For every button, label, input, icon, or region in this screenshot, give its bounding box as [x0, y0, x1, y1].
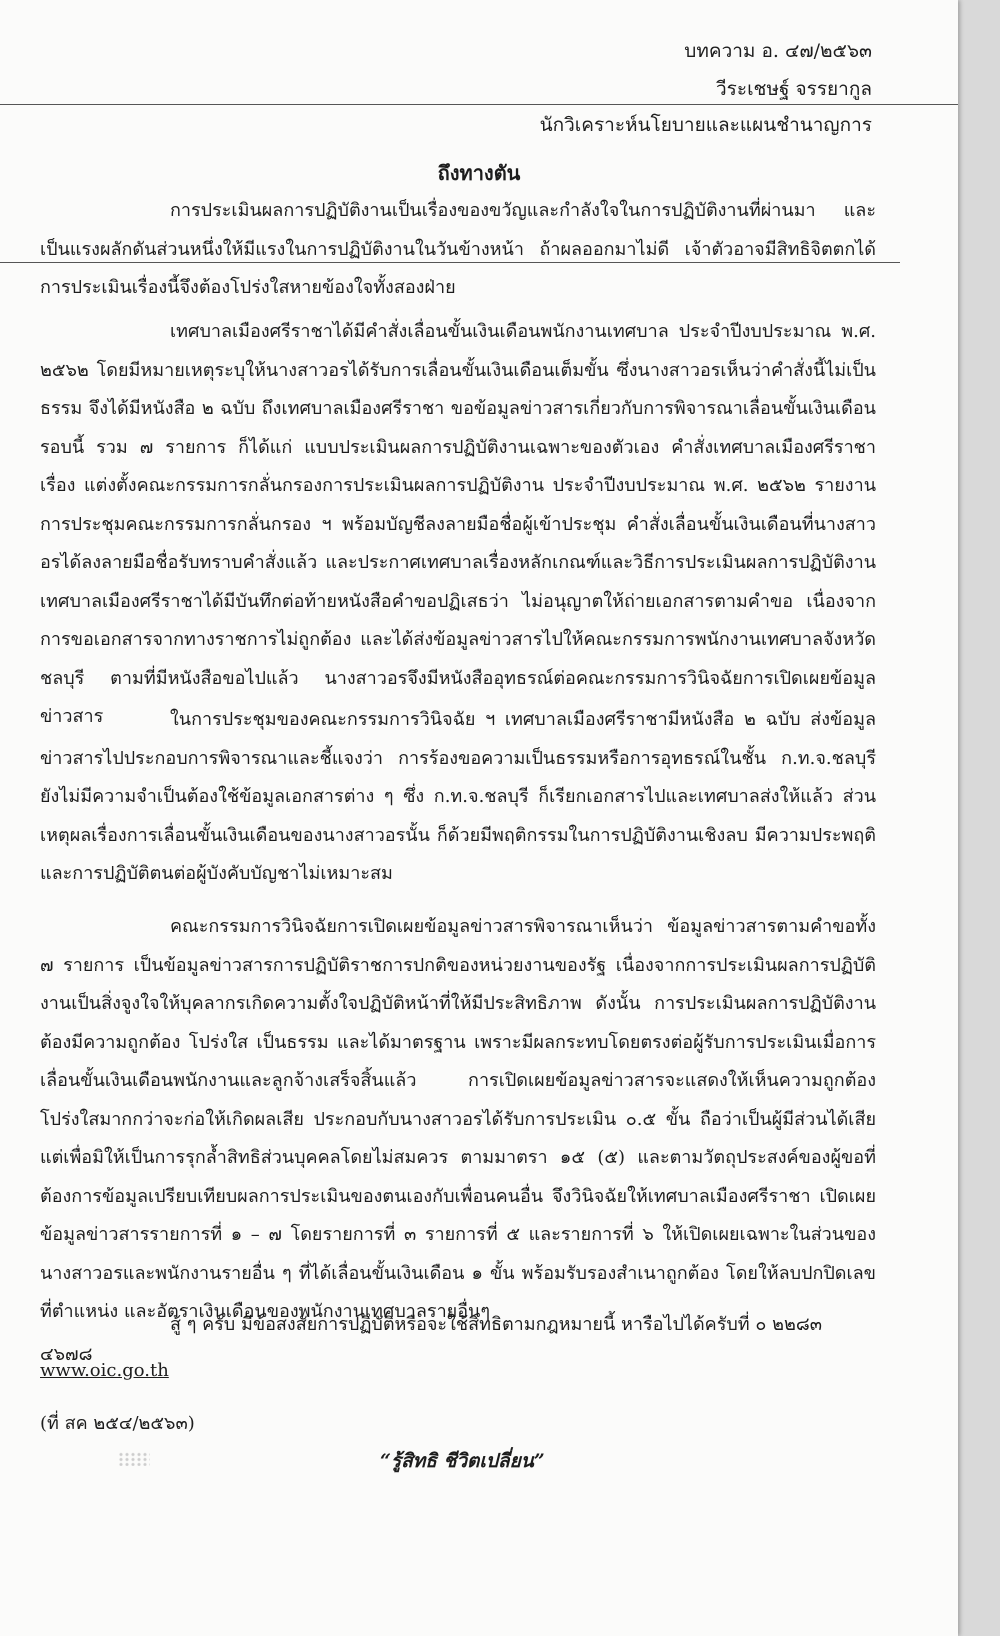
slogan: “รู้สิทธิ ชีวิตเปลี่ยน” [380, 1450, 545, 1472]
scan-speck [118, 1452, 150, 1466]
paragraph-1: การประเมินผลการปฏิบัติงานเป็นเรื่องของขวัญและกำลังใจในการปฏิบัติงานที่ผ่านมา และเป็นแรงผลักดันส่วนหนึ่งให้มีแรงในการปฏิบัติงานในวันข้างหน้า ถ้าผลออกมาไม่ดี เจ้าตัวอาจมีสิทธิจิตตกได้ การประเมินเรื่องนี้จึงต้องโปร่งใสหายข้องใจทั้งสองฝ่าย [40, 200, 876, 298]
paragraph-2: เทศบาลเมืองศรีราชาได้มีคำสั่งเลื่อนขั้นเงินเดือนพนักงานเทศบาล ประจำปีงบประมาณ พ.ศ. ๒๕๖๒ โดยมีหมายเหตุระบุให้นางสาวอรได้รับการเลื่อนขั้นเงินเดือนเต็มขั้น ซึ่งนางสาวอรเห็นว่าคำสั่งนี้ไม่เป็นธรรม จึงได้มีหนังสือ ๒ ฉบับ ถึงเทศบาลเมืองศรีราชา ขอข้อมูลข่าวสารเกี่ยวกับการพิจารณาเลื่อนขั้นเงินเดือนรอบนี้ รวม ๗ รายการ ก็ได้แก่ แบบประเมินผลการปฏิบัติงานเฉพาะของตัวเอง คำสั่งเทศบาลเมืองศรีราชา เรื่อง แต่งตั้งคณะกรรมการกลั่นกรองการประเมินผลการปฏิบัติงาน ประจำปีงบประมาณ พ.ศ. ๒๕๖๒ รายงานการประชุมคณะกรรมการกลั่นกรอง ฯ พร้อมบัญชีลงลายมือชื่อผู้เข้าประชุม คำสั่งเลื่อนขั้นเงินเดือนที่นางสาวอรได้ลงลายมือชื่อรับทราบคำสั่งแล้ว และประกาศเทศบาลเรื่องหลักเกณฑ์และวิธีการประเมินผลการปฏิบัติงาน เทศบาลเมืองศรีราชาได้มีบันทึกต่อท้ายหนังสือคำขอปฏิเสธว่า ไม่อนุญาตให้ถ่ายเอกสารตามคำขอ เนื่องจากการขอเอกสารจากทางราชการไม่ถูกต้อง และได้ส่งข้อมูลข่าวสารไปให้คณะกรรมการพนักงานเทศบาลจังหวัดชลบุรี ตามที่มีหนังสือขอไปแล้ว นางสาวอรจึงมีหนังสืออุทธรณ์ต่อคณะกรรมการวินิจฉัยการเปิดเผยข้อมูลข่าวสาร [40, 321, 876, 727]
author-position: นักวิเคราะห์นโยบายและแผนชำนาญการ [539, 114, 872, 136]
article-title: ถึงทางตัน [437, 161, 521, 185]
website-link[interactable]: www.oic.go.th [40, 1360, 169, 1381]
article-number: บทความ อ. ๔๗/๒๕๖๓ [684, 40, 872, 62]
author-name: วีระเชษฐ์ จรรยากูล [715, 78, 872, 100]
reference-number: (ที่ สค ๒๕๔/๒๕๖๓) [40, 1413, 195, 1434]
paragraph-3: ในการประชุมของคณะกรรมการวินิจฉัย ฯ เทศบาลเมืองศรีราชามีหนังสือ ๒ ฉบับ ส่งข้อมูลข่าวสารไปประกอบการพิจารณาและชี้แจงว่า การร้องขอความเป็นธรรมหรือการอุทธรณ์ในชั้น ก.ท.จ.ชลบุรี ยังไม่มีความจำเป็นต้องใช้ข้อมูลเอกสารต่าง ๆ ซึ่ง ก.ท.จ.ชลบุรี ก็เรียกเอกสารไปและเทศบาลส่งให้แล้ว ส่วนเหตุผลเรื่องการเลื่อนขั้นเงินเดือนของนางสาวอรนั้น ก็ด้วยมีพฤติกรรมในการปฏิบัติงานเชิงลบ มีความประพฤติและการปฏิบัติตนต่อผู้บังคับบัญชาไม่เหมาะสม [40, 709, 876, 884]
scan-line-middle [0, 262, 900, 263]
scan-line-top [0, 104, 958, 105]
paragraph-5: สู้ ๆ ครับ มีข้อสงสัยการปฏิบัติหรือจะใช้สิทธิตามกฎหมายนี้ หารือไปได้ครับที่ ๐ ๒๒๘๓ ๔๖๗๘ [40, 1314, 823, 1365]
paragraph-4: คณะกรรมการวินิจฉัยการเปิดเผยข้อมูลข่าวสารพิจารณาเห็นว่า ข้อมูลข่าวสารตามคำขอทั้ง ๗ รายการ เป็นข้อมูลข่าวสารการปฏิบัติราชการปกติของหน่วยงานของรัฐ เนื่องจากการประเมินผลการปฏิบัติงานเป็นสิ่งจูงใจให้บุคลากรเกิดความตั้งใจปฏิบัติหน้าที่ให้มีประสิทธิภาพ ดังนั้น การประเมินผลการปฏิบัติงานต้องมีความถูกต้อง โปร่งใส เป็นธรรม และได้มาตรฐาน เพราะมีผลกระทบโดยตรงต่อผู้รับการประเมินเมื่อการเลื่อนขั้นเงินเดือนพนักงานและลูกจ้างเสร็จสิ้นแล้ว การเปิดเผยข้อมูลข่าวสารจะแสดงให้เห็นความถูกต้องโปร่งใสมากกว่าจะก่อให้เกิดผลเสีย ประกอบกับนางสาวอรได้รับการประเมิน ๐.๕ ขั้น ถือว่าเป็นผู้มีส่วนได้เสีย แต่เพื่อมิให้เป็นการรุกล้ำสิทธิส่วนบุคคลโดยไม่สมควร ตามมาตรา ๑๕ (๕) และตามวัตถุประสงค์ของผู้ขอที่ต้องการข้อมูลเปรียบเทียบผลการประเมินของตนเองกับเพื่อนคนอื่น จึงวินิจฉัยให้เทศบาลเมืองศรีราชา เปิดเผยข้อมูลข่าวสารรายการที่ ๑ – ๗ โดยรายการที่ ๓ รายการที่ ๕ และรายการที่ ๖ ให้เปิดเผยเฉพาะในส่วนของนางสาวอรและพนักงานรายอื่น ๆ ที่ได้เลื่อนขั้นเงินเดือน ๑ ขั้น พร้อมรับรองสำเนาถูกต้อง โดยให้ลบปกปิดเลขที่ตำแหน่ง และอัตราเงินเดือนของพนักงานเทศบาลรายอื่นๆ [40, 916, 876, 1322]
